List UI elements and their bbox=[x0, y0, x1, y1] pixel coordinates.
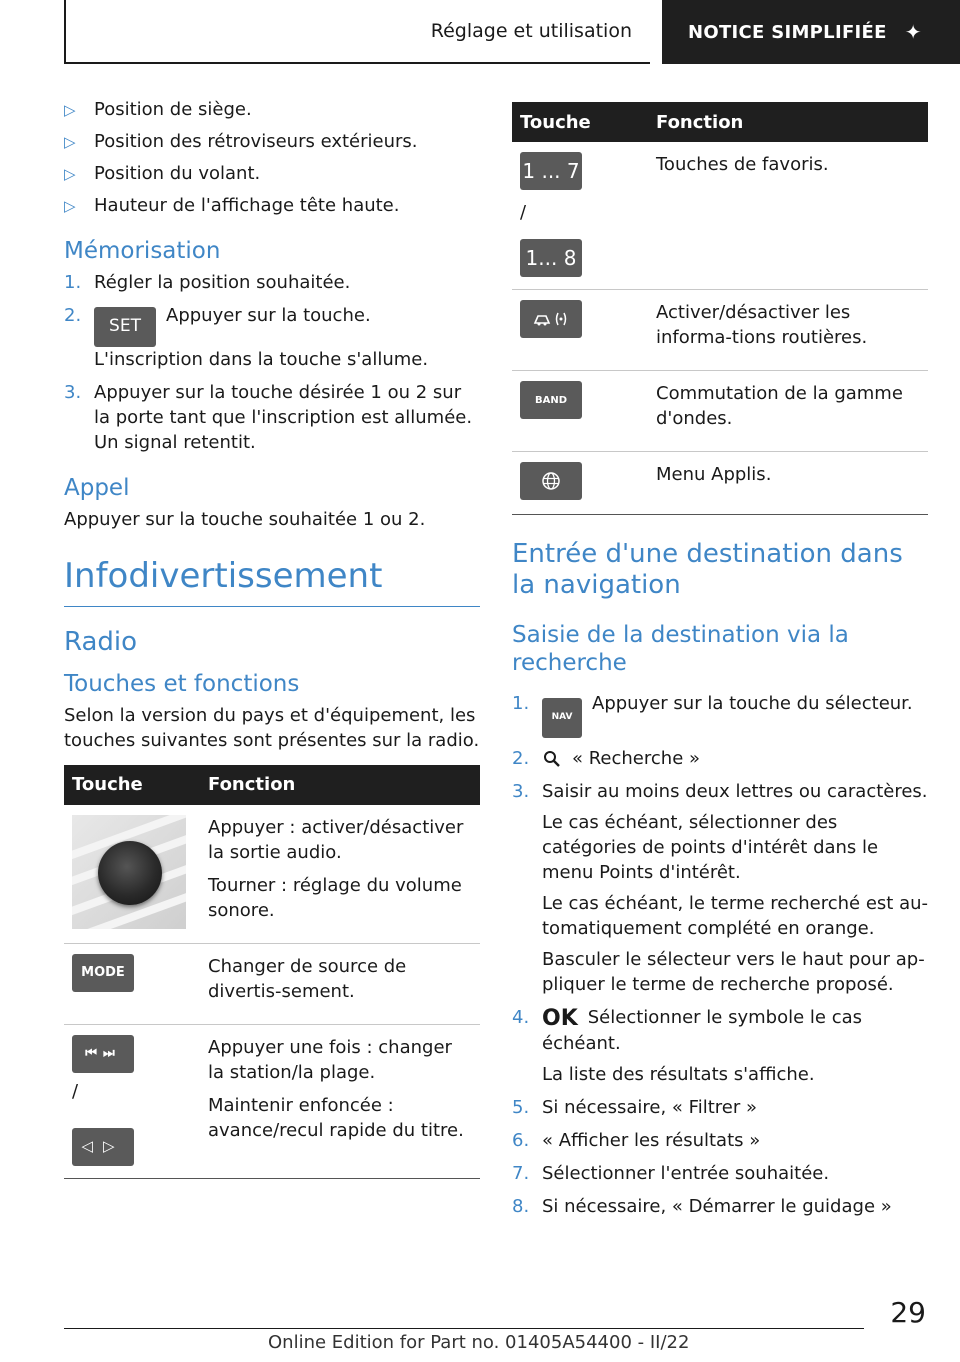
function-text: Touches de favoris. bbox=[656, 154, 829, 175]
appel-text: Appuyer sur la touche souhaitée 1 ou 2. bbox=[64, 508, 426, 530]
list-item bbox=[512, 1161, 928, 1186]
bullet-text: Position du volant. bbox=[94, 163, 261, 184]
left-column bbox=[64, 98, 480, 1179]
header-section-title bbox=[66, 0, 648, 62]
step-text: « Afficher les résultats » bbox=[542, 1129, 761, 1151]
function-cell bbox=[648, 290, 928, 371]
list-item bbox=[512, 746, 928, 771]
column-header-fonction: Fonction bbox=[648, 102, 928, 142]
right-column bbox=[512, 102, 928, 1227]
appel-heading: Appel bbox=[64, 474, 130, 501]
function-cell bbox=[648, 452, 928, 515]
triangle-bullet-icon: ▷ bbox=[64, 101, 76, 119]
step-text: Régler la position souhaitée. bbox=[94, 272, 351, 293]
touches-heading: Touches et fonctions bbox=[64, 670, 300, 697]
step-number: 4. bbox=[512, 1006, 530, 1028]
header-bottom-rule bbox=[64, 62, 650, 64]
step-text: Appuyer sur la touche du sélecteur. bbox=[592, 693, 913, 714]
triangle-bullet-icon: ▷ bbox=[64, 133, 76, 151]
step-text: Si nécessaire, « Démarrer le guidage » bbox=[542, 1195, 892, 1217]
extra-keys-table bbox=[512, 102, 928, 515]
list-item bbox=[512, 1194, 928, 1219]
list-item bbox=[64, 162, 480, 186]
list-item bbox=[512, 779, 928, 997]
key-cell bbox=[64, 805, 200, 944]
list-item bbox=[512, 1095, 928, 1120]
step-number: 2. bbox=[64, 305, 82, 326]
key-cell bbox=[64, 1024, 200, 1178]
key-cell bbox=[512, 290, 648, 371]
function-text: Changer de source de divertis-sement. bbox=[208, 955, 407, 1002]
page-number: 29 bbox=[890, 1296, 926, 1329]
function-text: Menu Applis. bbox=[656, 464, 772, 485]
step-number: 6. bbox=[512, 1129, 530, 1151]
table-row bbox=[64, 1024, 480, 1178]
favorites-8-key-icon: 1... 8 bbox=[520, 239, 582, 277]
step-number: 3. bbox=[512, 780, 530, 802]
column-header-touche: Touche bbox=[512, 102, 648, 142]
function-text: Tourner : réglage du volume sonore. bbox=[208, 874, 462, 921]
infodivertissement-heading: Infodivertissement bbox=[64, 556, 480, 607]
sparkle-icon: ✦ bbox=[904, 20, 922, 44]
function-cell bbox=[200, 1024, 480, 1178]
search-heading: Saisie de la destination via la recherche bbox=[512, 622, 849, 676]
triangle-bullet-icon: ▷ bbox=[64, 197, 76, 215]
memorisation-steps bbox=[64, 270, 480, 455]
set-key-icon: SET bbox=[94, 307, 156, 347]
navigation-steps bbox=[512, 691, 928, 1219]
function-text: Maintenir enfoncée : avance/recul rapide du titre. bbox=[208, 1094, 464, 1141]
table-header-row bbox=[64, 765, 480, 805]
list-item bbox=[64, 380, 480, 455]
mode-key-icon: MODE bbox=[72, 954, 134, 992]
radio-heading: Radio bbox=[64, 626, 138, 657]
table-row bbox=[512, 290, 928, 371]
step-number: 7. bbox=[512, 1162, 530, 1184]
touches-intro: Selon la version du pays et d'équipement, les touches suivantes sont présentes sur la radio. bbox=[64, 704, 480, 751]
bullet-text: Hauteur de l'affichage tête haute. bbox=[94, 195, 400, 216]
volume-knob-image bbox=[72, 815, 186, 929]
function-cell bbox=[648, 371, 928, 452]
step-number: 1. bbox=[512, 693, 530, 714]
step-text: « Recherche » bbox=[572, 747, 701, 769]
step-text: Sélectionner le symbole le cas échéant. bbox=[542, 1006, 863, 1054]
list-item bbox=[64, 130, 480, 154]
step-number: 5. bbox=[512, 1096, 530, 1118]
badge-text: NOTICE SIMPLIFIÉE bbox=[688, 21, 887, 43]
bullet-text: Position des rétroviseurs extérieurs. bbox=[94, 131, 418, 152]
list-item bbox=[512, 691, 928, 738]
arrow-key-icon: ◁▷ bbox=[72, 1128, 134, 1166]
step-text: Appuyer sur la touche désirée 1 ou 2 sur la porte tant que l'inscription est allumée. Un signal retentit. bbox=[94, 381, 473, 453]
step-subtext: La liste des résultats s'affiche. bbox=[542, 1063, 815, 1085]
table-header-row bbox=[512, 102, 928, 142]
function-cell bbox=[200, 943, 480, 1024]
ok-icon: OK bbox=[542, 1005, 578, 1031]
traffic-info-key-icon bbox=[520, 300, 582, 338]
footer-rule bbox=[64, 1328, 864, 1329]
navigation-heading: Entrée d'une destination dans la navigation bbox=[512, 539, 903, 600]
key-cell bbox=[512, 142, 648, 290]
function-text: Commutation de la gamme d'ondes. bbox=[656, 383, 903, 429]
position-bullet-list bbox=[64, 98, 480, 218]
function-text: Activer/désactiver les informa-tions routières. bbox=[656, 302, 868, 348]
step-number: 8. bbox=[512, 1195, 530, 1217]
list-item bbox=[64, 98, 480, 122]
bullet-text: Position de siège. bbox=[94, 99, 252, 120]
table-row bbox=[512, 142, 928, 290]
list-item bbox=[512, 1005, 928, 1087]
step-text: Sélectionner l'entrée souhaitée. bbox=[542, 1162, 830, 1184]
radio-keys-table bbox=[64, 765, 480, 1179]
list-item bbox=[64, 303, 480, 372]
section-title-text: Réglage et utilisation bbox=[430, 20, 632, 42]
function-cell bbox=[648, 142, 928, 290]
step-text: Appuyer sur la touche. L'inscription dans la touche s'allume. bbox=[94, 305, 429, 370]
list-item bbox=[64, 194, 480, 218]
step-number: 2. bbox=[512, 747, 530, 769]
footer-edition: Online Edition for Part no. 01405A54400 - II/22 bbox=[268, 1332, 690, 1353]
table-row bbox=[512, 452, 928, 515]
step-subtext: Basculer le sélecteur vers le haut pour ap-pliquer le terme de recherche proposé. bbox=[542, 948, 925, 995]
header-badge bbox=[662, 0, 960, 64]
column-header-touche: Touche bbox=[64, 765, 200, 805]
step-text: Si nécessaire, « Filtrer » bbox=[542, 1096, 757, 1118]
function-cell bbox=[200, 805, 480, 944]
memorisation-heading: Mémorisation bbox=[64, 238, 221, 264]
skip-key-icon: ⏮⏭ bbox=[72, 1035, 134, 1073]
table-row bbox=[512, 371, 928, 452]
key-cell bbox=[64, 943, 200, 1024]
band-key-icon: BAND bbox=[520, 381, 582, 419]
key-cell bbox=[512, 452, 648, 515]
step-subtext: Le cas échéant, le terme recherché est au-tomatiquement complété en orange. bbox=[542, 892, 928, 939]
key-cell bbox=[512, 371, 648, 452]
list-item bbox=[64, 270, 480, 295]
step-number: 1. bbox=[64, 272, 82, 293]
slash-separator: / bbox=[72, 1080, 79, 1102]
table-row bbox=[64, 805, 480, 944]
list-item bbox=[512, 1128, 928, 1153]
function-text: Appuyer : activer/désactiver la sortie audio. bbox=[208, 816, 464, 863]
function-text: Appuyer une fois : changer la station/la plage. bbox=[208, 1036, 452, 1083]
column-header-fonction: Fonction bbox=[200, 765, 480, 805]
nav-key-icon: NAV bbox=[542, 698, 582, 738]
favorites-7-key-icon: 1 ... 7 bbox=[520, 152, 582, 190]
slash-separator: / bbox=[520, 202, 527, 223]
triangle-bullet-icon: ▷ bbox=[64, 165, 76, 183]
table-row bbox=[64, 943, 480, 1024]
step-text: Saisir au moins deux lettres ou caractères. bbox=[542, 780, 928, 802]
apps-globe-key-icon bbox=[520, 462, 582, 500]
step-subtext: Le cas échéant, sélectionner des catégories de points d'intérêt dans le menu Points d'intérêt. bbox=[542, 811, 879, 883]
search-icon bbox=[542, 749, 562, 769]
step-number: 3. bbox=[64, 381, 82, 403]
